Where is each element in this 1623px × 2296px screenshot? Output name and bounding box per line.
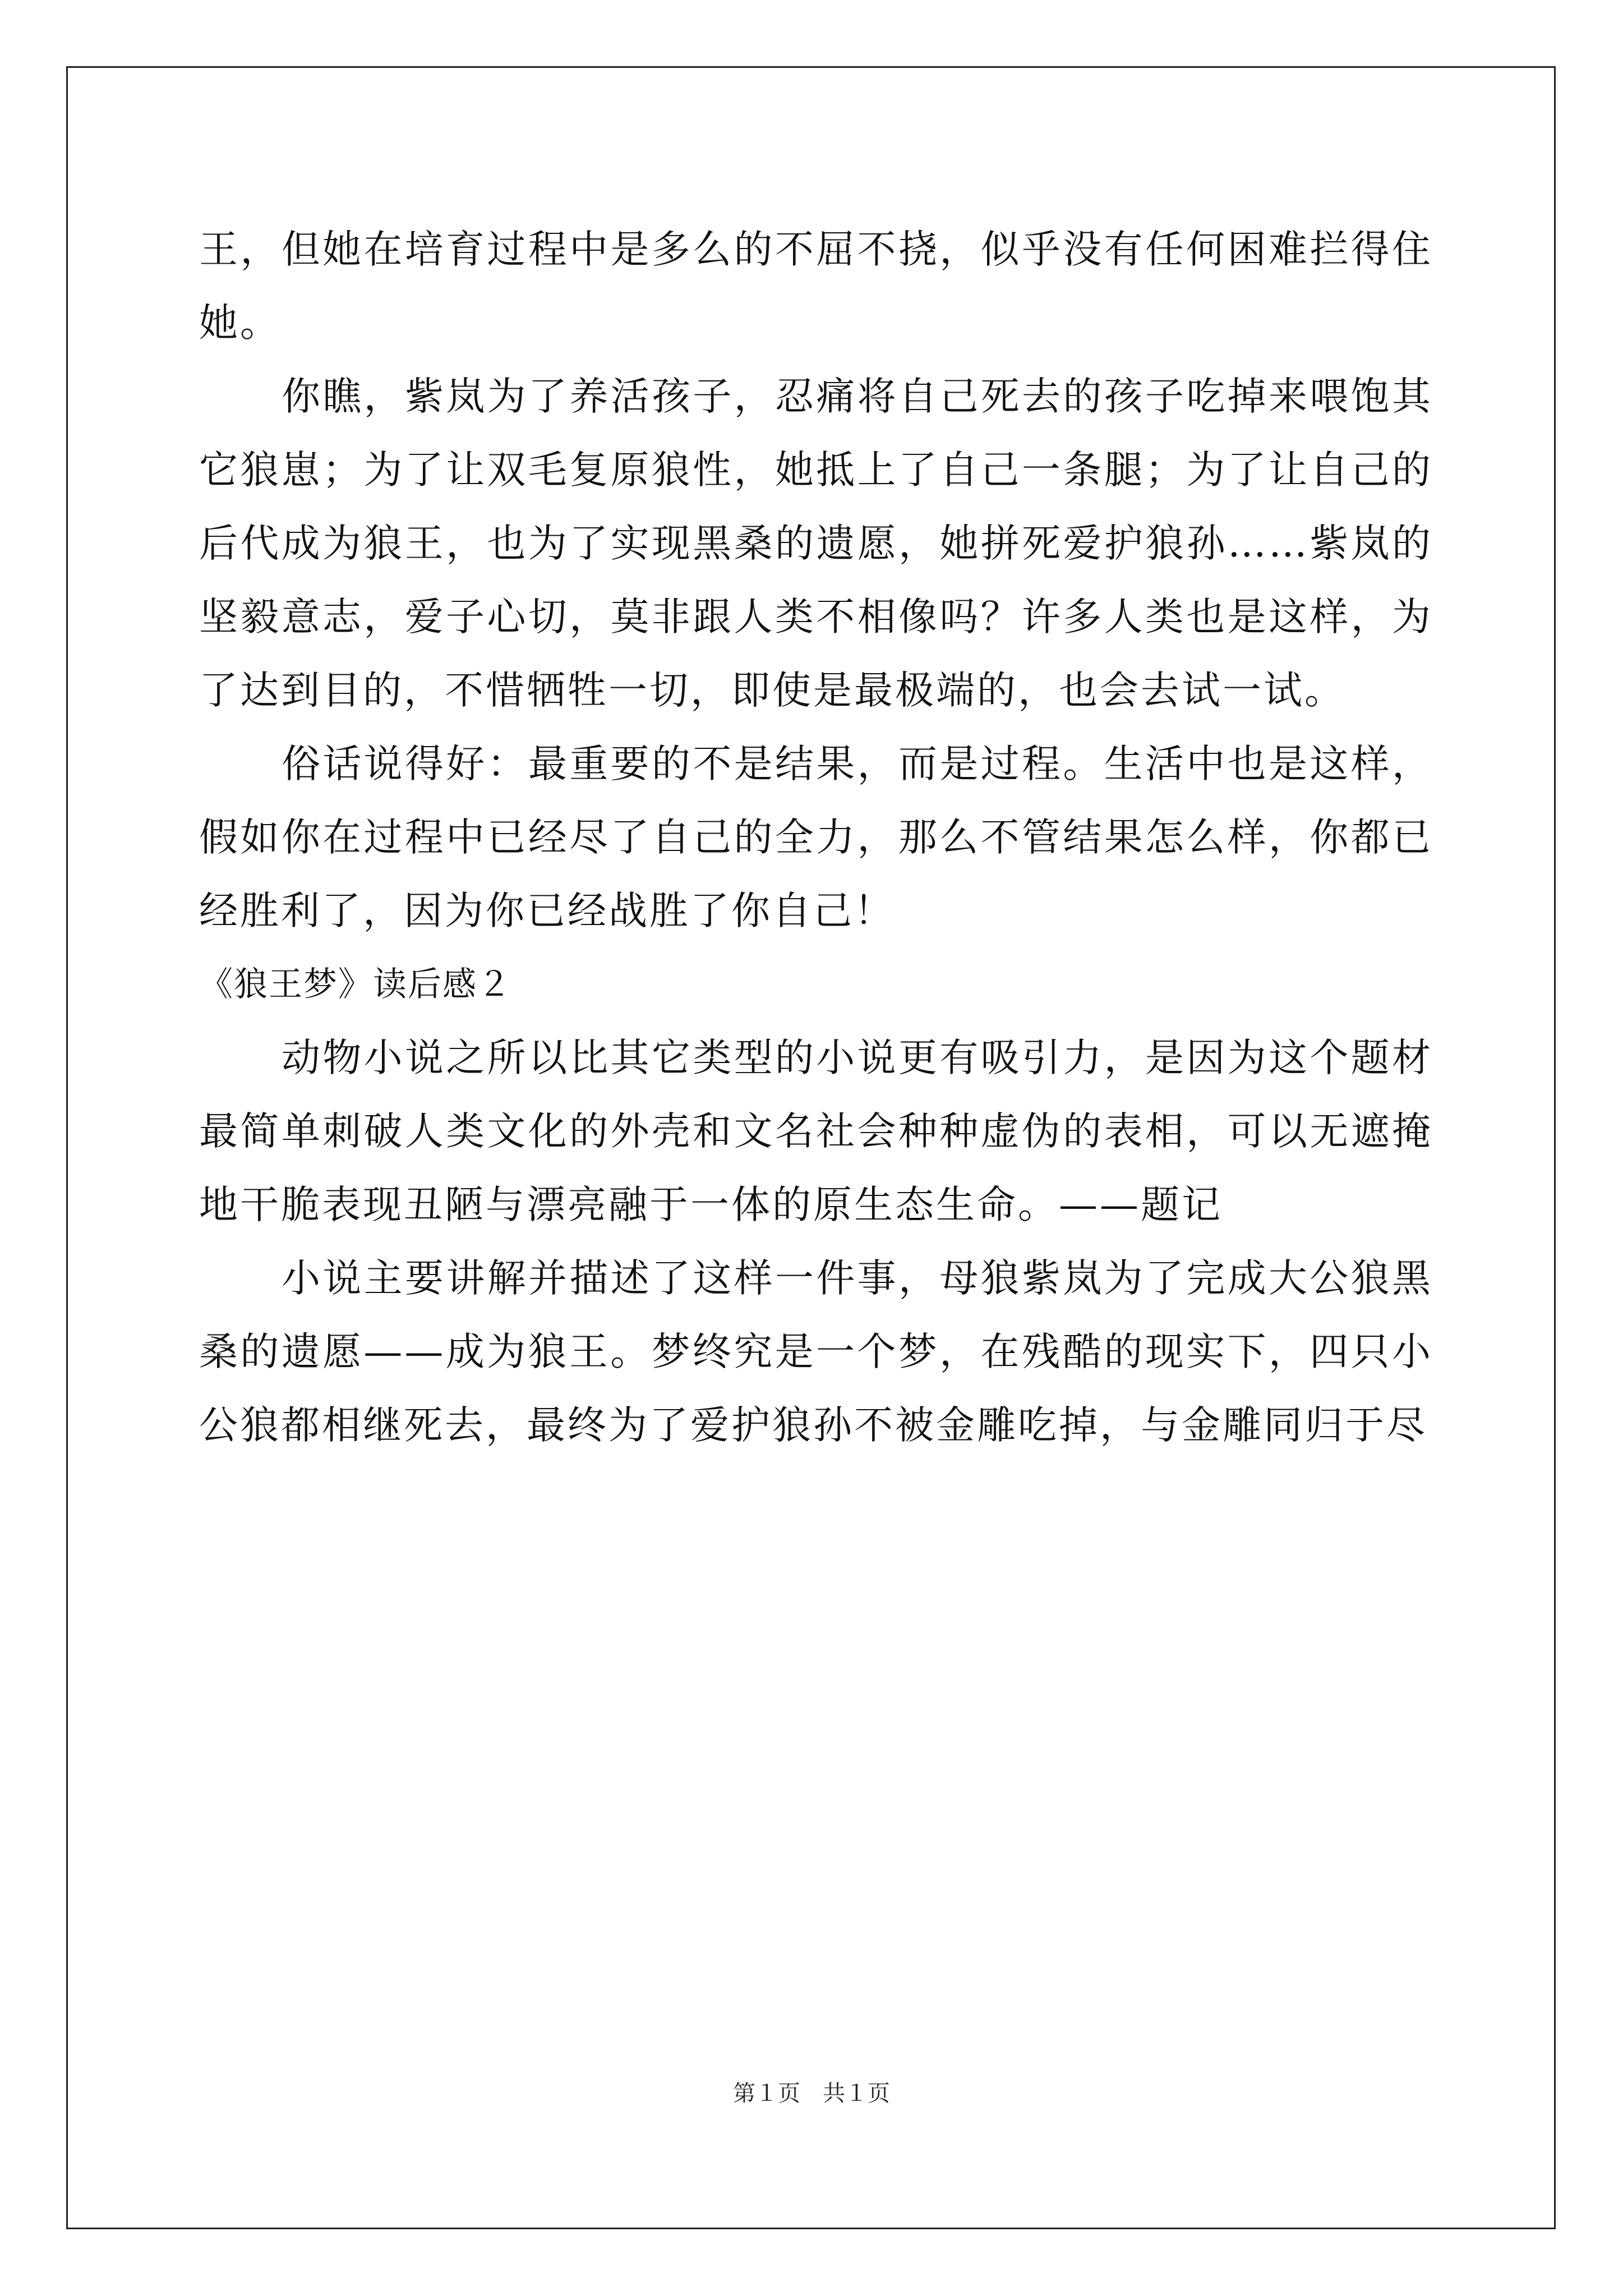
paragraph-continuation: 王，但她在培育过程中是多么的不屈不挠，似乎没有任何困难拦得住她。 (199, 227, 1433, 346)
paragraph-epigraph: 动物小说之所以比其它类型的小说更有吸引力，是因为这个题材最简单刺破人类文化的外壳和文名社会种种虚伪的表相，可以无遮掩地干脆表现丑陋与漂亮融于一体的原生态生命。——题记 (199, 1036, 1433, 1227)
paragraph-summary: 小说主要讲解并描述了这样一件事，母狼紫岚为了完成大公狼黑桑的遗愿——成为狼王。梦终究是一个梦，在残酷的现实下，四只小公狼都相继死去，最终为了爱护狼孙不被金雕吃掉，与金雕同归于尽 (199, 1256, 1433, 1448)
document-body (199, 213, 1433, 1462)
paragraph-proverb: 俗话说得好：最重要的不是结果，而是过程。生活中也是这样，假如你在过程中已经尽了自己的全力，那么不管结果怎么样，你都已经胜利了，因为你已经战胜了你自己！ (199, 742, 1433, 933)
paragraph-ziluan: 你瞧，紫岚为了养活孩子，忍痛将自己死去的孩子吃掉来喂饱其它狼崽；为了让双毛复原狼性，她抵上了自己一条腿；为了让自己的后代成为狼王，也为了实现黑桑的遗愿，她拼死爱护狼孙……紫岚的坚毅意志，爱子心切，莫非跟人类不相像吗？许多人类也是这样，为了达到目的，不惜牺牲一切，即使是最极端的，也会去试一试。 (199, 374, 1433, 713)
page-number: 第１页 共１页 (733, 2081, 890, 2106)
section-heading: 《狼王梦》读后感２ (199, 965, 512, 1004)
